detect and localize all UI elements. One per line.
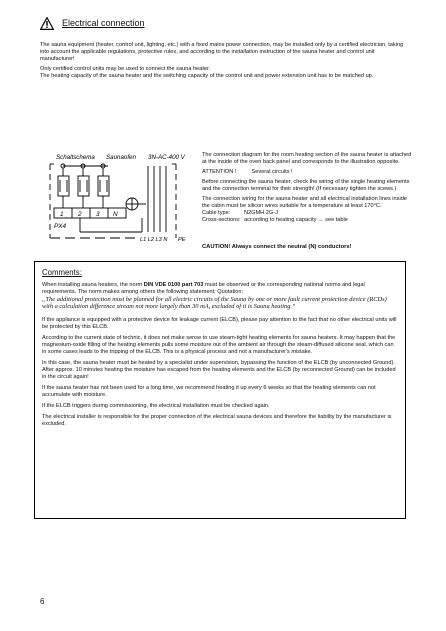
section-title: Electrical connection [62, 18, 145, 28]
cable-type-label: Cable type: [202, 210, 231, 216]
comments-box [34, 261, 406, 519]
comments-title: Comments: [42, 268, 82, 277]
diagram-label-px: PX4 [54, 223, 67, 230]
page-number: 6 [40, 597, 45, 606]
comments-paragraph: In this case, the sauna heater must be heated by a specialist under supervision, bypassing the function of the ELCB (by unconnected Ground). After approx. 10 minutes heating the moisture has escaped from the heating elements and the ELCB (by reconnected Ground) can be included in the circuit again! [42, 359, 396, 380]
intro-paragraph: Only certified control units may be used to connect the sauna heater. [40, 66, 211, 72]
terminal-label: 3 [96, 211, 100, 218]
attention-label: ATTENTION ! [202, 169, 237, 175]
terminal-label: N [113, 211, 118, 218]
attention-text: Several circuits ! [251, 169, 293, 175]
diagram-label-oven: Saunaofen [106, 154, 136, 161]
comments-paragraph: According to the current state of technic, it does not make sense to use steam-tight heating elements for sauna heaters. It may happen that the magnesium-oxide filling of the heating elements pulls some moisture out of the ambient air through the steam-diffused silicone seal, which can in some cases leads to the tripping of the ELCB. This is a physical process and not a manufacturer's mistake. [42, 334, 396, 355]
cross-section-value: according to heating capacity → see table [244, 217, 348, 223]
connection-notes [202, 152, 412, 227]
norm-reference: DIN VDE 0100 part 703 [143, 282, 204, 288]
norm-quotation: „The additional protection must be planned for all electric circuits of the Sauna by one or more fault current protection device (RCDs) with a calculation difference stream not more largely than 30 mA, excluded of it is Sauna heating.“ [42, 296, 387, 311]
warning-icon [40, 17, 54, 30]
diagram-label-phases: L1 L2 L3 N [140, 237, 168, 243]
intro-text [40, 42, 405, 83]
caution-note: CAUTION! Always connect the neutral (N) conductors! [202, 244, 352, 250]
cable-type-line [202, 210, 412, 217]
comments-text: When installing sauna heaters, the norm [42, 282, 144, 288]
diagram-label-schema: Schaltschema [56, 154, 95, 161]
comments-paragraph [42, 282, 398, 296]
cable-type-value: N2GMH 2G-J [244, 210, 278, 216]
cross-section-line [202, 217, 412, 224]
intro-paragraph: The heating capacity of the sauna heater and the switching capacity of the control unit and power extension unit has to be matched up. [40, 73, 374, 79]
comments-paragraph: If the sauna heater has not been used for a long time, we recommend heating it up every 6 weeks so that the heating elements can not accumulate with moisture. [42, 384, 376, 398]
wiring-diagram [44, 152, 196, 246]
connection-paragraph: Before connecting the sauna heater, check the wiring of the single heating elements and the connection terminal for their strength! (If necessary tighten the scews.) [202, 179, 410, 192]
section-header [40, 17, 420, 31]
diagram-label-voltage: 3N-AC-400 V [148, 154, 185, 161]
connection-paragraph: The connection diagram for the room heating section of the sauna heater is attached at the inside of the oven back panel and corresponds to the illustration opposite. [202, 152, 412, 165]
diagram-label-pe: PE [178, 237, 186, 243]
terminal-label: 1 [60, 211, 64, 218]
comments-paragraph: If the ELCB triggers during commissioning, the electrical installation must be checked again. [42, 402, 270, 409]
cross-section-label: Cross-sections: [202, 217, 241, 223]
terminal-label: 2 [78, 211, 82, 218]
connection-paragraph: The connection wiring for the sauna heater and all electrical installation lines inside the cabin must be silicon wires suitable for a temperature at least 170°C. [202, 196, 407, 209]
attention-line [202, 169, 412, 176]
comments-text: must be observed or the corresponding national norms and legal requirements. The norm makes among others the following statement; Quotation: [42, 282, 365, 295]
comments-paragraph: The electrical installer is responsible for the proper connection of the electrical sauna devices and therefore the liability by the manufacturer is excluded. [42, 413, 392, 427]
comments-paragraph: If the appliance is equipped with a protective device for leakage current (ELCB), please pay attention to the fact that no other electrical units will be protected by this ELCB. [42, 316, 397, 330]
intro-paragraph: The sauna equipment (heater, control unit, lighting, etc.) with a fixed mains power connection, may be installed only by a certified electrician, taking into account the applicable regulations, protective rules, and according to the installation instruction of the sauna heater and control unit manufacturer! [40, 42, 404, 62]
